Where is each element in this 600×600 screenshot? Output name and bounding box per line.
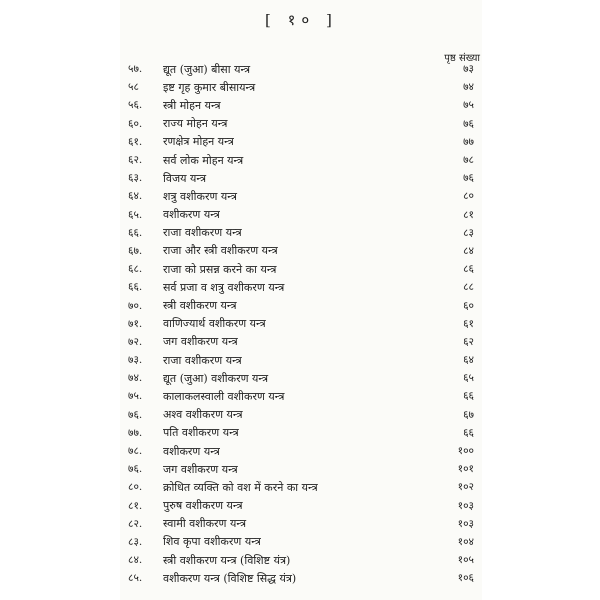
- toc-entry: [128, 115, 474, 133]
- toc-entry: [128, 442, 474, 460]
- entry-title: शिव कृपा वशीकरण यन्त्र: [163, 535, 261, 549]
- entry-number: ६८.: [128, 263, 143, 276]
- entry-page-number: ६२: [463, 335, 474, 348]
- entry-page-number: ६१: [463, 317, 474, 330]
- entry-number: ५८: [128, 81, 139, 94]
- entry-page-number: १००: [457, 445, 474, 458]
- entry-number: ७०.: [128, 299, 143, 312]
- entry-number: ७८.: [128, 445, 143, 458]
- page-number: [ १० ]: [265, 11, 338, 29]
- toc-entry: [128, 60, 474, 78]
- entry-title: स्त्री मोहन यन्त्र: [163, 98, 221, 112]
- entry-number: ८४.: [128, 554, 143, 567]
- toc-entry: [128, 515, 474, 533]
- entry-title: सर्व प्रजा व शत्रु वशीकरण यन्त्र: [163, 280, 285, 294]
- toc-entry: [128, 424, 474, 442]
- entry-title: सर्व लोक मोहन यन्त्र: [163, 153, 244, 167]
- entry-page-number: १०५: [457, 554, 474, 567]
- entry-title: पति वशीकरण यन्त्र: [163, 426, 239, 440]
- table-of-contents: [128, 60, 474, 587]
- entry-page-number: १०२: [457, 481, 474, 494]
- toc-entry: [128, 387, 474, 405]
- entry-page-number: ६०: [463, 299, 474, 312]
- entry-title: जग वशीकरण यन्त्र: [163, 462, 238, 476]
- toc-entry: [128, 478, 474, 496]
- entry-title: स्वामी वशीकरण यन्त्र: [163, 517, 247, 531]
- entry-title: राजा और स्त्री वशीकरण यन्त्र: [163, 244, 278, 258]
- entry-title: वाणिज्यार्थ वशीकरण यन्त्र: [163, 317, 266, 331]
- toc-entry: [128, 260, 474, 278]
- entry-title: स्त्री वशीकरण यन्त्र (विशिष्ट यंत्र): [163, 553, 291, 567]
- entry-page-number: ८८: [463, 281, 474, 294]
- entry-number: ८२.: [128, 517, 143, 530]
- entry-number: ७४.: [128, 372, 143, 385]
- toc-entry: [128, 296, 474, 314]
- page-count-heading: पृष्ठ संख्या: [444, 53, 480, 64]
- entry-number: ६५.: [128, 208, 143, 221]
- entry-title: अश्व वशीकरण यन्त्र: [163, 408, 243, 422]
- entry-number: ६३.: [128, 172, 143, 185]
- entry-page-number: ६६: [463, 426, 474, 439]
- entry-page-number: ६४: [463, 354, 474, 367]
- entry-page-number: ६६: [463, 390, 474, 403]
- toc-entry: [128, 569, 474, 587]
- entry-page-number: ८१: [463, 208, 474, 221]
- toc-entry: [128, 369, 474, 387]
- entry-page-number: ७८: [463, 154, 474, 167]
- entry-number: ६४.: [128, 190, 143, 203]
- entry-page-number: १०४: [457, 535, 474, 548]
- toc-entry: [128, 333, 474, 351]
- entry-number: ७६.: [128, 463, 143, 476]
- entry-title: राजा वशीकरण यन्त्र: [163, 353, 242, 367]
- entry-number: ६७.: [128, 244, 143, 257]
- toc-entry: [128, 224, 474, 242]
- entry-number: ८५.: [128, 572, 143, 585]
- entry-page-number: ८३: [463, 226, 474, 239]
- book-page: [120, 0, 482, 600]
- toc-entry: [128, 497, 474, 515]
- entry-number: ७५.: [128, 390, 143, 403]
- toc-entry: [128, 96, 474, 114]
- entry-number: ७२.: [128, 335, 143, 348]
- entry-number: ६१.: [128, 135, 143, 148]
- toc-entry: [128, 242, 474, 260]
- entry-page-number: ६५: [463, 372, 474, 385]
- toc-entry: [128, 551, 474, 569]
- entry-page-number: १०१: [457, 463, 474, 476]
- toc-entry: [128, 169, 474, 187]
- entry-title: इष्ट गृह कुमार बीसायन्त्र: [163, 80, 256, 94]
- entry-number: ५६.: [128, 99, 143, 112]
- entry-title: जग वशीकरण यन्त्र: [163, 335, 238, 349]
- entry-number: ६२.: [128, 154, 143, 167]
- entry-title: शत्रु वशीकरण यन्त्र: [163, 189, 237, 203]
- entry-title: रणक्षेत्र मोहन यन्त्र: [163, 135, 234, 149]
- toc-entry: [128, 351, 474, 369]
- entry-number: ५७.: [128, 63, 143, 76]
- entry-page-number: ७५: [463, 99, 474, 112]
- entry-page-number: ८०: [463, 190, 474, 203]
- entry-title: विजय यन्त्र: [163, 171, 207, 185]
- entry-page-number: ८६: [463, 263, 474, 276]
- entry-title: वशीकरण यन्त्र: [163, 208, 220, 222]
- entry-title: वशीकरण यन्त्र: [163, 444, 220, 458]
- entry-number: ८३.: [128, 535, 143, 548]
- entry-page-number: १०३: [457, 499, 474, 512]
- entry-number: ८१.: [128, 499, 143, 512]
- entry-page-number: ७७: [463, 135, 474, 148]
- entry-number: ६६.: [128, 226, 143, 239]
- entry-number: ८०.: [128, 481, 143, 494]
- entry-page-number: ६७: [463, 408, 474, 421]
- toc-entry: [128, 78, 474, 96]
- toc-entry: [128, 206, 474, 224]
- entry-page-number: ८४: [463, 244, 474, 257]
- toc-entry: [128, 151, 474, 169]
- entry-page-number: ७४: [463, 81, 474, 94]
- entry-number: ७६.: [128, 408, 143, 421]
- entry-title: राजा को प्रसन्न करने का यन्त्र: [163, 262, 277, 276]
- toc-entry: [128, 187, 474, 205]
- entry-page-number: १०६: [457, 572, 474, 585]
- entry-title: राजा वशीकरण यन्त्र: [163, 226, 242, 240]
- entry-title: क्रोधित व्यक्ति को वश में करने का यन्त्र: [163, 480, 318, 494]
- entry-number: ७३.: [128, 354, 143, 367]
- entry-page-number: ७३: [463, 63, 474, 76]
- entry-title: कालाकलस्वाली वशीकरण यन्त्र: [163, 389, 285, 403]
- entry-page-number: ७६: [463, 117, 474, 130]
- entry-number: ६६.: [128, 281, 143, 294]
- entry-title: पुरुष वशीकरण यन्त्र: [163, 499, 243, 513]
- entry-title: वशीकरण यन्त्र (विशिष्ट सिद्ध यंत्र): [163, 571, 297, 585]
- entry-number: ६०.: [128, 117, 143, 130]
- entry-title: राज्य मोहन यन्त्र: [163, 117, 228, 131]
- entry-title: द्यूत (जुआ) बीसा यन्त्र: [163, 62, 251, 76]
- entry-title: द्यूत (जुआ) वशीकरण यन्त्र: [163, 371, 269, 385]
- entry-title: स्त्री वशीकरण यन्त्र: [163, 299, 237, 313]
- toc-entry: [128, 406, 474, 424]
- entry-number: ७७.: [128, 426, 143, 439]
- entry-page-number: ७६: [463, 172, 474, 185]
- toc-entry: [128, 278, 474, 296]
- toc-entry: [128, 533, 474, 551]
- toc-entry: [128, 315, 474, 333]
- entry-number: ७१.: [128, 317, 143, 330]
- entry-page-number: १०३: [457, 517, 474, 530]
- toc-entry: [128, 133, 474, 151]
- toc-entry: [128, 460, 474, 478]
